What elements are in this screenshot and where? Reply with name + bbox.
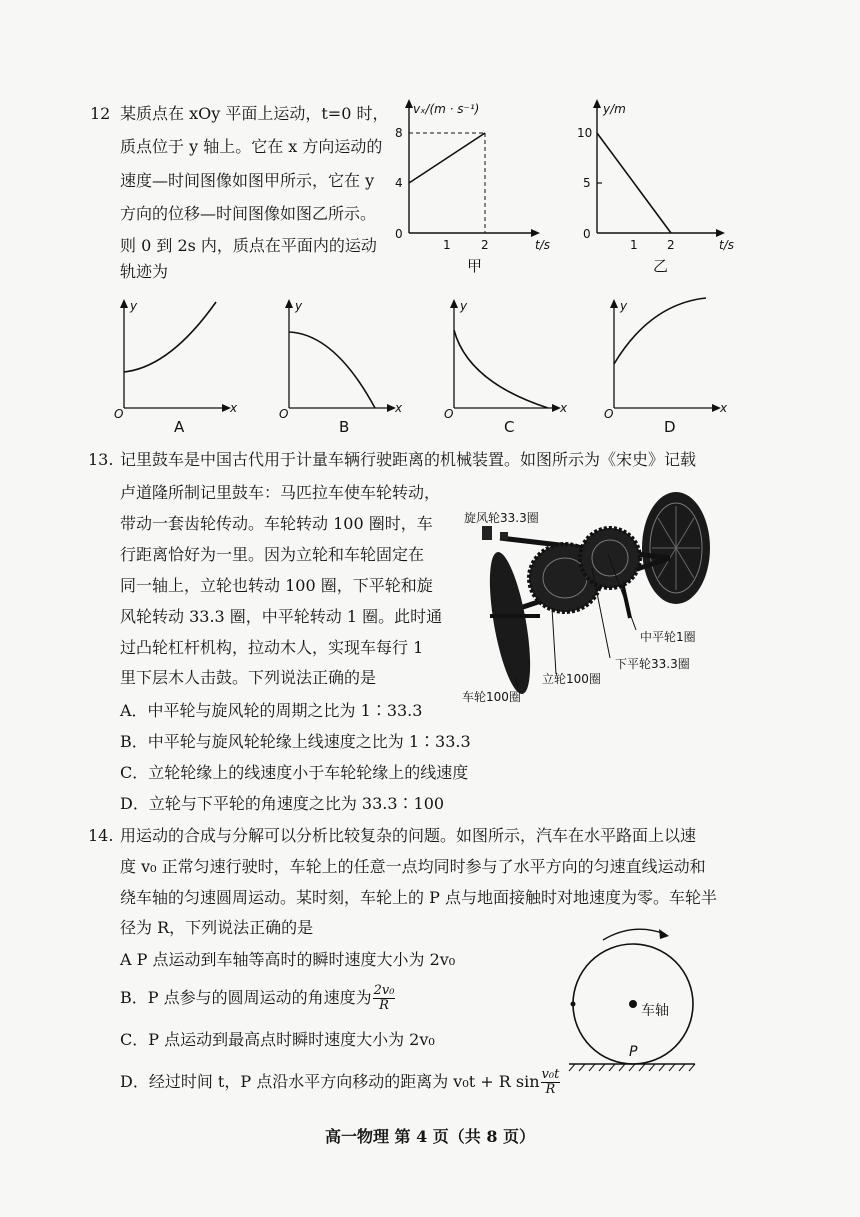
option-c-curve (454, 330, 548, 408)
q12-option-b (275, 292, 415, 442)
q12-line-3: 速度—时间图像如图甲所示，它在 y (120, 171, 375, 190)
q14-option-c[interactable]: C．P 点运动到最高点时瞬时速度大小为 2v₀ (120, 1030, 435, 1049)
option-b-x: x (395, 401, 403, 415)
yi-origin: 0 (583, 227, 591, 241)
jia-origin: 0 (395, 227, 403, 241)
option-d-y: y (620, 299, 628, 313)
q14-number: 14. (88, 826, 114, 845)
jia-ytick-4: 4 (395, 176, 403, 190)
option-a-letter: A (174, 418, 185, 436)
label-xuanfeng: 旋风轮33.3圈 (464, 511, 539, 525)
wheel-figure (565, 918, 745, 1073)
q14-option-d-text: D．经过时间 t，P 点沿水平方向移动的距离为 v₀t + R sin (120, 1072, 540, 1091)
q12-option-c (440, 292, 580, 442)
q13-line-3: 行距离恰好为一里。因为立轮和车轮固定在 (120, 545, 425, 564)
q12-line-4: 方向的位移—时间图像如图乙所示。 (120, 204, 377, 223)
q13-option-d[interactable]: D．立轮与下平轮的角速度之比为 33.3∶100 (120, 794, 445, 813)
jia-data-line (409, 133, 485, 183)
label-xiaping: 下平轮33.3圈 (615, 657, 690, 671)
graph-jia (385, 95, 560, 275)
q14-line-3: 绕车轴的匀速圆周运动。某时刻，车轮上的 P 点与地面接触时对地速度为零。车轮半 (120, 888, 717, 907)
yi-xtick-2: 2 (667, 238, 675, 252)
q14-option-b-text: B．P 点参与的圆周运动的角速度为 (120, 988, 372, 1007)
option-a-y: y (130, 299, 138, 313)
option-d-curve (614, 298, 706, 364)
option-a-curve (124, 302, 216, 372)
q13-line-7: 里下层木人击鼓。下列说法正确的是 (120, 668, 377, 687)
option-b-origin: O (279, 407, 289, 421)
q12-line-5: 则 0 到 2s 内，质点在平面内的运动 (120, 236, 377, 255)
axle-dot (629, 1000, 637, 1008)
option-b-numerator: 2v₀ (373, 983, 395, 998)
yi-xtick-1: 1 (630, 238, 638, 252)
jia-ytick-8: 8 (395, 126, 403, 140)
option-c-origin: O (444, 407, 454, 421)
q14-option-d-fraction (541, 1068, 561, 1097)
label-lilun: 立轮100圈 (542, 672, 601, 686)
q12-line-6: 轨迹为 (120, 262, 169, 281)
axle-label: 车轴 (641, 1003, 669, 1019)
q12-number: 12 (90, 104, 111, 123)
q13-option-b[interactable]: B．中平轮与旋风轮轮缘上线速度之比为 1∶33.3 (120, 732, 471, 751)
yi-xlabel: t/s (719, 238, 734, 252)
option-a-origin: O (114, 407, 124, 421)
q13-line-6: 过凸轮杠杆机构，拉动木人，实现车每行 1 (120, 638, 424, 657)
option-a-x: x (230, 401, 238, 415)
jia-caption: 甲 (467, 257, 483, 275)
q13-line-2: 带动一套齿轮传动。车轮转动 100 圈时，车 (120, 514, 433, 533)
jia-xtick-2: 2 (481, 238, 489, 252)
label-zhongping: 中平轮1圈 (640, 630, 696, 644)
q12-line-1: 某质点在 xOy 平面上运动，t=0 时， (120, 104, 389, 123)
q14-option-d[interactable] (120, 1068, 561, 1097)
q12-option-a (110, 292, 250, 442)
ground-hatch (569, 1064, 695, 1071)
q12-line-2: 质点位于 y 轴上。它在 x 方向运动的 (120, 137, 383, 156)
q14-line-1: 用运动的合成与分解可以分析比较复杂的问题。如图所示，汽车在水平路面上以速 (120, 826, 697, 845)
q13-line-1: 卢道隆所制记里鼓车：马匹拉车使车轮转动， (120, 483, 441, 502)
odometer-cart-figure (460, 488, 740, 713)
q14-option-b-fraction (373, 984, 396, 1013)
label-chelun: 车轮100圈 (462, 690, 521, 704)
q14-line-2: 度 v₀ 正常匀速行驶时，车轮上的任意一点均同时参与了水平方向的匀速直线运动和 (120, 857, 706, 876)
option-c-x: x (560, 401, 568, 415)
q14-option-b[interactable] (120, 984, 396, 1013)
page-footer: 高一物理 第 4 页（共 8 页） (324, 1127, 536, 1146)
option-d-denominator: R (545, 1082, 556, 1097)
q13-option-c[interactable]: C．立轮轮缘上的线速度小于车轮轮缘上的线速度 (120, 763, 469, 782)
option-c-y: y (460, 299, 468, 313)
option-d-numerator: v₀t (541, 1067, 560, 1082)
q13-line-4: 同一轴上，立轮也转动 100 圈，下平轮和旋 (120, 576, 433, 595)
option-d-letter: D (664, 418, 676, 436)
q13-line-5: 风轮转动 33.3 圈，中平轮转动 1 圈。此时通 (120, 607, 443, 626)
jia-xlabel: t/s (535, 238, 550, 252)
option-c-letter: C (504, 418, 515, 436)
yi-ytick-10: 10 (577, 126, 593, 140)
graph-yi (575, 95, 745, 275)
q14-line-4: 径为 R，下列说法正确的是 (120, 918, 314, 937)
rotation-arrow (603, 929, 665, 940)
option-d-x: x (720, 401, 728, 415)
q13-option-a[interactable]: A．中平轮与旋风轮的周期之比为 1∶33.3 (120, 701, 423, 720)
option-d-origin: O (604, 407, 614, 421)
yi-caption: 乙 (653, 257, 669, 275)
q14-option-a[interactable]: A P 点运动到车轴等高时的瞬时速度大小为 2v₀ (120, 950, 456, 969)
option-b-letter: B (339, 418, 350, 436)
jia-ylabel: vₓ/(m · s⁻¹) (413, 102, 480, 116)
option-b-denominator: R (379, 998, 389, 1013)
side-point (571, 1002, 576, 1007)
jia-xtick-1: 1 (443, 238, 451, 252)
yi-ylabel: y/m (603, 102, 626, 116)
yi-data-line (597, 133, 671, 233)
yi-ytick-5: 5 (583, 176, 591, 190)
option-b-y: y (295, 299, 303, 313)
point-p-label: P (629, 1044, 638, 1060)
option-b-curve (289, 332, 375, 408)
q13-number: 13. (88, 450, 114, 469)
q13-first-line: 记里鼓车是中国古代用于计量车辆行驶距离的机械装置。如图所示为《宋史》记载 (120, 450, 697, 469)
q12-option-d (600, 292, 740, 442)
